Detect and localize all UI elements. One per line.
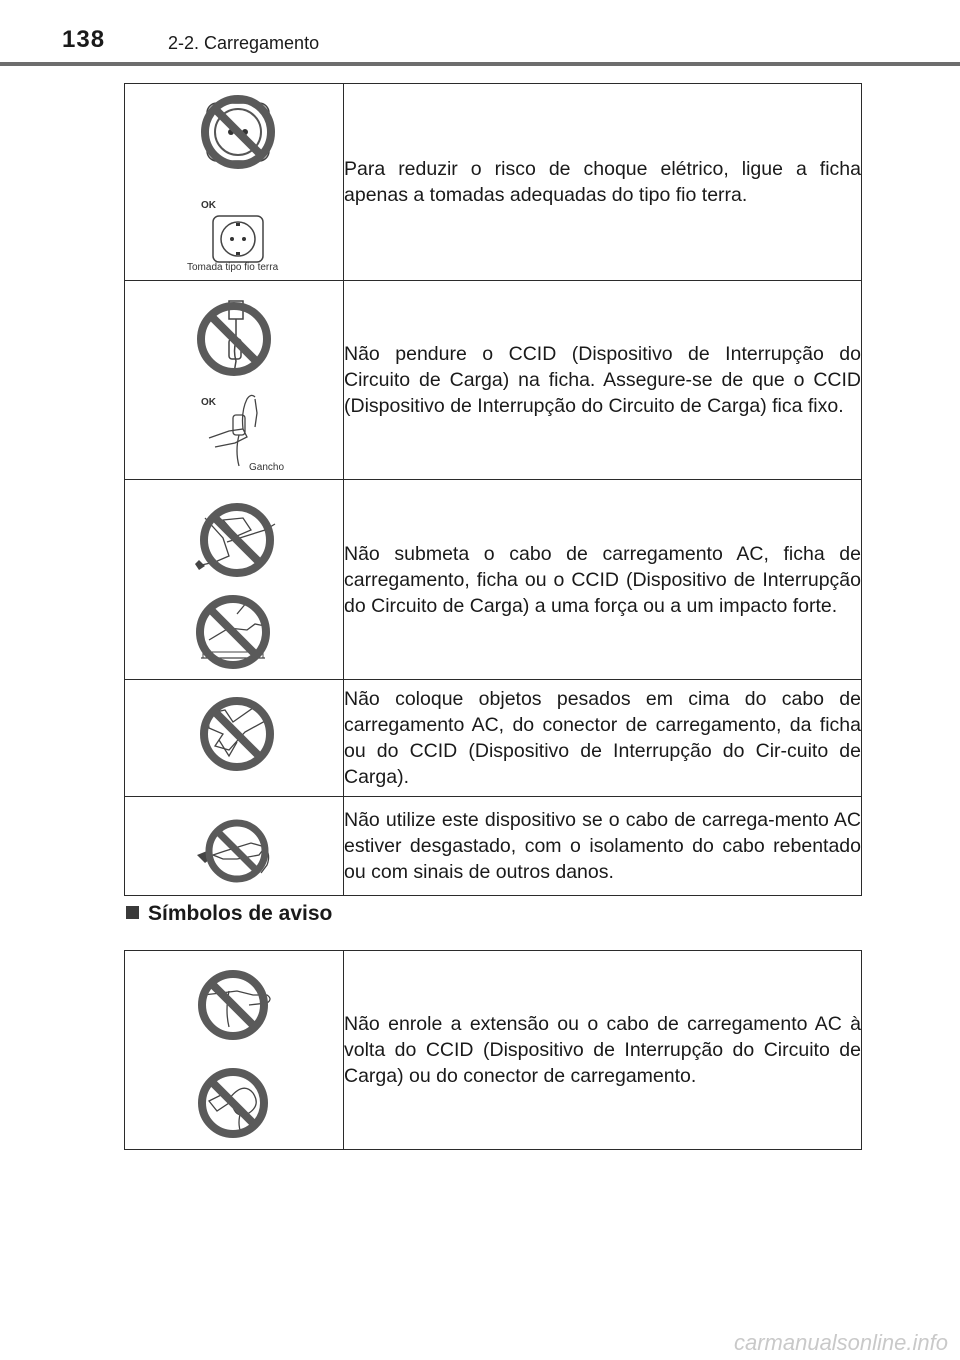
illustration-cell [125,951,344,1150]
warning-row [125,797,862,896]
outlet-caption: Tomada tipo fio terra [187,262,279,273]
warning-text: Não coloque objetos pesados em cima do cabo de carregamento AC, do conector de carregamento, da ficha ou do CCID (Dispositivo de Interrupção do Cir-cuito de Carga). [344,680,862,797]
warning-text: Não pendure o CCID (Dispositivo de Interrupção do Circuito de Carga) na ficha. Assegure-se de que o CCID (Dispositivo de Interrupção do Circuito de Carga) fica fixo. [344,281,862,480]
illustration-cell [125,680,344,797]
warning-table [124,83,862,896]
warning-row [125,480,862,680]
warning-row [125,680,862,797]
illustration-cell [125,480,344,680]
ok-label: OK [201,200,216,211]
illustration-cell [125,797,344,896]
warning-text: Para reduzir o risco de choque elétrico, ligue a ficha apenas a tomadas adequadas do tipo fio terra. [344,84,862,281]
symbols-table [124,950,862,1150]
ccid-hook-icon [125,281,343,479]
page-number: 138 [62,26,106,53]
section-title: 2-2. Carregamento [168,33,320,53]
illustration-cell [125,281,344,480]
header-rule [0,62,960,66]
subheading-text: Símbolos de aviso [148,902,333,925]
damaged-cable-prohibited-icon [125,797,343,895]
warning-row [125,84,862,281]
connector-wrap-prohibited-icon [125,951,343,1149]
heavy-object-prohibited-icon [125,680,343,796]
watermark: carmanualsonline.info [733,1330,948,1355]
hook-caption: Gancho [249,462,285,473]
page-header [0,0,960,64]
warning-text: Não utilize este dispositivo se o cabo de carrega-mento AC estiver desgastado, com o isolamento do cabo rebentado ou com sinais de outros danos. [344,797,862,896]
drop-prohibited-icon [125,480,343,679]
ok-label: OK [201,397,216,408]
bullet-square-icon [126,906,139,919]
subheading [126,902,332,926]
illustration-cell [125,84,344,281]
warning-text: Não enrole a extensão ou o cabo de carregamento AC à volta do CCID (Dispositivo de Interrupção do Circuito de Carga) ou do conector de carregamento. [344,951,862,1150]
grounded-outlet-icon [125,84,343,280]
warning-row [125,951,862,1150]
warning-text: Não submeta o cabo de carregamento AC, ficha de carregamento, ficha ou o CCID (Dispositivo de Interrupção do Circuito de Carga) a uma força ou a um impacto forte. [344,480,862,680]
warning-row [125,281,862,480]
